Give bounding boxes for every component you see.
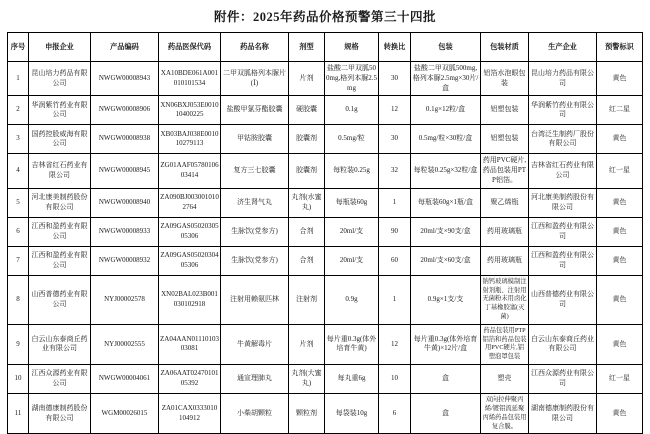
cell-spec: 0.1g bbox=[325, 96, 379, 125]
cell-manufacturer: 江西众源药业有限公司 bbox=[529, 365, 597, 394]
cell-product-code: NWGW00008933 bbox=[91, 217, 159, 246]
cell-seq: 5 bbox=[8, 188, 29, 217]
cell-material: 铝塑包装 bbox=[481, 96, 529, 125]
cell-package: 20ml/支×90支/盒 bbox=[411, 217, 481, 246]
cell-insurance-code: XN06BXJ053E001010400225 bbox=[159, 96, 221, 125]
cell-dosage-form: 硬胶囊 bbox=[289, 96, 325, 125]
cell-seq: 9 bbox=[8, 324, 29, 364]
table-row bbox=[8, 394, 643, 434]
cell-package: 盐酸二甲双胍500mg,格列本脲2.5mg×30片/盒 bbox=[411, 62, 481, 96]
cell-product-code: NWGW00004061 bbox=[91, 365, 159, 394]
table-row bbox=[8, 154, 643, 188]
cell-insurance-code: ZA09GAS0502030505306 bbox=[159, 217, 221, 246]
table-row bbox=[8, 217, 643, 246]
cell-drug-name: 复方三七胶囊 bbox=[221, 154, 289, 188]
table-row bbox=[8, 275, 643, 324]
cell-company: 江西众源药业有限公司 bbox=[29, 365, 91, 394]
drug-price-warning-table bbox=[7, 32, 643, 434]
cell-ratio: 60 bbox=[379, 246, 411, 275]
cell-manufacturer: 河北康美制药股份有限公司 bbox=[529, 188, 597, 217]
cell-spec: 每丸重6g bbox=[325, 365, 379, 394]
cell-company: 山西普德药业有限公司 bbox=[29, 275, 91, 324]
cell-warning: 黄色 bbox=[597, 246, 643, 275]
cell-package: 盒 bbox=[411, 394, 481, 434]
table-row bbox=[8, 125, 643, 154]
cell-ratio: 10 bbox=[379, 365, 411, 394]
cell-spec: 每片重0.3g(体外培育牛黄) bbox=[325, 324, 379, 364]
cell-manufacturer: 台湾泛生制药厂股份有限公司 bbox=[529, 125, 597, 154]
cell-dosage-form: 丸剂(水蜜丸) bbox=[289, 188, 325, 217]
cell-company: 昆山培力药品有限公司 bbox=[29, 62, 91, 96]
cell-spec: 0.5mg/粒 bbox=[325, 125, 379, 154]
cell-insurance-code: ZA09GAS0502030405306 bbox=[159, 246, 221, 275]
cell-manufacturer: 山西普德药业有限公司 bbox=[529, 275, 597, 324]
cell-drug-name: 济生肾气丸 bbox=[221, 188, 289, 217]
cell-dosage-form: 合剂 bbox=[289, 246, 325, 275]
cell-dosage-form: 胶囊剂 bbox=[289, 154, 325, 188]
cell-insurance-code: XA10BDE061A001010101534 bbox=[159, 62, 221, 96]
cell-material: 塑壳 bbox=[481, 365, 529, 394]
cell-warning: 红一星 bbox=[597, 154, 643, 188]
cell-material: 铝箔水泡眼包装 bbox=[481, 62, 529, 96]
header-warning: 预警标识 bbox=[597, 33, 643, 62]
table-body bbox=[8, 62, 643, 434]
table-row bbox=[8, 365, 643, 394]
cell-material: 钠钙玻璃模制注射剂瓶、注射用无菌粉末用卤化丁基橡胶塞(灭菌) bbox=[481, 275, 529, 324]
table-row bbox=[8, 96, 643, 125]
cell-drug-name: 注射用赖氨匹林 bbox=[221, 275, 289, 324]
cell-product-code: NYJ00002578 bbox=[91, 275, 159, 324]
cell-product-code: WGM00026015 bbox=[91, 394, 159, 434]
cell-company: 江西和盈药业有限公司 bbox=[29, 246, 91, 275]
header-spec: 规格 bbox=[325, 33, 379, 62]
cell-seq: 3 bbox=[8, 125, 29, 154]
cell-warning: 黄色 bbox=[597, 275, 643, 324]
header-seq: 序号 bbox=[8, 33, 29, 62]
cell-ratio: 12 bbox=[379, 324, 411, 364]
cell-drug-name: 甲钴胺胶囊 bbox=[221, 125, 289, 154]
cell-package: 每粒装0.25g×32粒/盒 bbox=[411, 154, 481, 188]
cell-warning: 红二星 bbox=[597, 96, 643, 125]
header-ratio: 转换比 bbox=[379, 33, 411, 62]
header-package: 包装 bbox=[411, 33, 481, 62]
cell-material: 药品包装用PTP铝箔和药品包装用PVC硬片,铝塑泡罩包装 bbox=[481, 324, 529, 364]
cell-warning: 黄色 bbox=[597, 125, 643, 154]
cell-drug-name: 盐酸甲氯芬酯胶囊 bbox=[221, 96, 289, 125]
cell-ratio: 12 bbox=[379, 96, 411, 125]
cell-material: 药用玻璃瓶 bbox=[481, 246, 529, 275]
cell-manufacturer: 华润紫竹药业有限公司 bbox=[529, 96, 597, 125]
cell-drug-name: 生脉饮(党参方) bbox=[221, 217, 289, 246]
cell-dosage-form: 片剂 bbox=[289, 324, 325, 364]
cell-package: 盒 bbox=[411, 365, 481, 394]
cell-package: 每片重0.3g(体外培育牛黄)×12片/盒 bbox=[411, 324, 481, 364]
cell-seq: 6 bbox=[8, 217, 29, 246]
cell-dosage-form: 片剂 bbox=[289, 62, 325, 96]
cell-drug-name: 生脉饮(党参方) bbox=[221, 246, 289, 275]
cell-dosage-form: 注射剂 bbox=[289, 275, 325, 324]
cell-spec: 每瓶装60g bbox=[325, 188, 379, 217]
cell-product-code: NWGW00008906 bbox=[91, 96, 159, 125]
cell-ratio: 1 bbox=[379, 275, 411, 324]
table-row bbox=[8, 324, 643, 364]
table-header-row bbox=[8, 33, 643, 62]
cell-warning: 黄色 bbox=[597, 217, 643, 246]
cell-company: 江西和盈药业有限公司 bbox=[29, 217, 91, 246]
cell-drug-name: 二甲双胍格列本脲片(Ⅰ) bbox=[221, 62, 289, 96]
cell-manufacturer: 江西和盈药业有限公司 bbox=[529, 217, 597, 246]
cell-ratio: 1 bbox=[379, 188, 411, 217]
cell-product-code: NWGW00008940 bbox=[91, 188, 159, 217]
cell-package: 0.9g×1支/支 bbox=[411, 275, 481, 324]
cell-material: 聚乙烯瓶 bbox=[481, 188, 529, 217]
cell-package: 20ml/支×60支/盒 bbox=[411, 246, 481, 275]
header-product-code: 产品编码 bbox=[91, 33, 159, 62]
cell-spec: 盐酸二甲双胍500mg,格列本脲2.5mg bbox=[325, 62, 379, 96]
table-row bbox=[8, 62, 643, 96]
cell-seq: 11 bbox=[8, 394, 29, 434]
cell-company: 河北康美制药股份有限公司 bbox=[29, 188, 91, 217]
cell-material: 药用PVC硬片,药品包装用PTP铝箔。 bbox=[481, 154, 529, 188]
cell-seq: 1 bbox=[8, 62, 29, 96]
header-insurance-code: 药品医保代码 bbox=[159, 33, 221, 62]
header-dosage-form: 剂型 bbox=[289, 33, 325, 62]
cell-seq: 10 bbox=[8, 365, 29, 394]
cell-company: 吉林省红石药业有限公司 bbox=[29, 154, 91, 188]
cell-insurance-code: ZA06AAT0247010105392 bbox=[159, 365, 221, 394]
cell-spec: 20ml/支 bbox=[325, 246, 379, 275]
cell-package: 每瓶装60g×1瓶/盒 bbox=[411, 188, 481, 217]
cell-material: 双向拉伸聚丙烯/镀铝流延聚丙烯药品包装用复合膜。 bbox=[481, 394, 529, 434]
cell-spec: 每粒装0.25g bbox=[325, 154, 379, 188]
page-title: 附件：2025年药品价格预警第三十四批 bbox=[213, 10, 436, 24]
cell-drug-name: 通宣理肺丸 bbox=[221, 365, 289, 394]
cell-company: 白云山东泰商丘药业有限公司 bbox=[29, 324, 91, 364]
cell-dosage-form: 合剂 bbox=[289, 217, 325, 246]
cell-company: 湖南德康制药股份有限公司 bbox=[29, 394, 91, 434]
header-company: 申报企业 bbox=[29, 33, 91, 62]
cell-manufacturer: 昆山培力药品有限公司 bbox=[529, 62, 597, 96]
cell-material: 铝塑包装 bbox=[481, 125, 529, 154]
cell-drug-name: 小柴胡颗粒 bbox=[221, 394, 289, 434]
cell-insurance-code: ZA090BJ0030010102764 bbox=[159, 188, 221, 217]
cell-seq: 7 bbox=[8, 246, 29, 275]
header-manufacturer: 生产企业 bbox=[529, 33, 597, 62]
cell-spec: 0.9g bbox=[325, 275, 379, 324]
cell-warning: 黄色 bbox=[597, 394, 643, 434]
cell-package: 0.5mg/粒×30粒/盒 bbox=[411, 125, 481, 154]
cell-insurance-code: XN02BAL023B001030102918 bbox=[159, 275, 221, 324]
cell-ratio: 30 bbox=[379, 125, 411, 154]
cell-ratio: 32 bbox=[379, 154, 411, 188]
cell-seq: 2 bbox=[8, 96, 29, 125]
cell-company: 国药控股威海有限公司 bbox=[29, 125, 91, 154]
cell-warning: 黄色 bbox=[597, 62, 643, 96]
cell-dosage-form: 颗粒剂 bbox=[289, 394, 325, 434]
cell-product-code: NWGW00008932 bbox=[91, 246, 159, 275]
cell-insurance-code: XB03BAJ038E001010279113 bbox=[159, 125, 221, 154]
cell-material: 药用玻璃瓶 bbox=[481, 217, 529, 246]
table-row bbox=[8, 246, 643, 275]
cell-company: 华润紫竹药业有限公司 bbox=[29, 96, 91, 125]
header-material: 包装材质 bbox=[481, 33, 529, 62]
cell-drug-name: 牛黄解毒片 bbox=[221, 324, 289, 364]
table-row bbox=[8, 188, 643, 217]
cell-insurance-code: ZA01CAX0333010104912 bbox=[159, 394, 221, 434]
cell-product-code: NWGW00008938 bbox=[91, 125, 159, 154]
cell-warning: 黄色 bbox=[597, 324, 643, 364]
cell-insurance-code: ZA04AAN0111010303081 bbox=[159, 324, 221, 364]
cell-ratio: 90 bbox=[379, 217, 411, 246]
header-drug-name: 药品名称 bbox=[221, 33, 289, 62]
cell-seq: 4 bbox=[8, 154, 29, 188]
cell-ratio: 6 bbox=[379, 394, 411, 434]
cell-product-code: NWGW00008943 bbox=[91, 62, 159, 96]
cell-dosage-form: 胶囊剂 bbox=[289, 125, 325, 154]
cell-seq: 8 bbox=[8, 275, 29, 324]
cell-spec: 每袋装10g bbox=[325, 394, 379, 434]
cell-manufacturer: 湖南德康制药股份有限公司 bbox=[529, 394, 597, 434]
cell-package: 0.1g×12粒/盒 bbox=[411, 96, 481, 125]
cell-dosage-form: 丸剂(大蜜丸) bbox=[289, 365, 325, 394]
cell-manufacturer: 江西和盈药业有限公司 bbox=[529, 246, 597, 275]
cell-manufacturer: 白云山东泰商丘药业有限公司 bbox=[529, 324, 597, 364]
cell-product-code: NYJ00002555 bbox=[91, 324, 159, 364]
cell-product-code: NWGW00008945 bbox=[91, 154, 159, 188]
cell-warning: 红一星 bbox=[597, 365, 643, 394]
cell-manufacturer: 吉林省红石药业有限公司 bbox=[529, 154, 597, 188]
cell-insurance-code: ZG01AAF0578010603414 bbox=[159, 154, 221, 188]
cell-spec: 20ml/支 bbox=[325, 217, 379, 246]
cell-ratio: 30 bbox=[379, 62, 411, 96]
cell-warning: 黄色 bbox=[597, 188, 643, 217]
